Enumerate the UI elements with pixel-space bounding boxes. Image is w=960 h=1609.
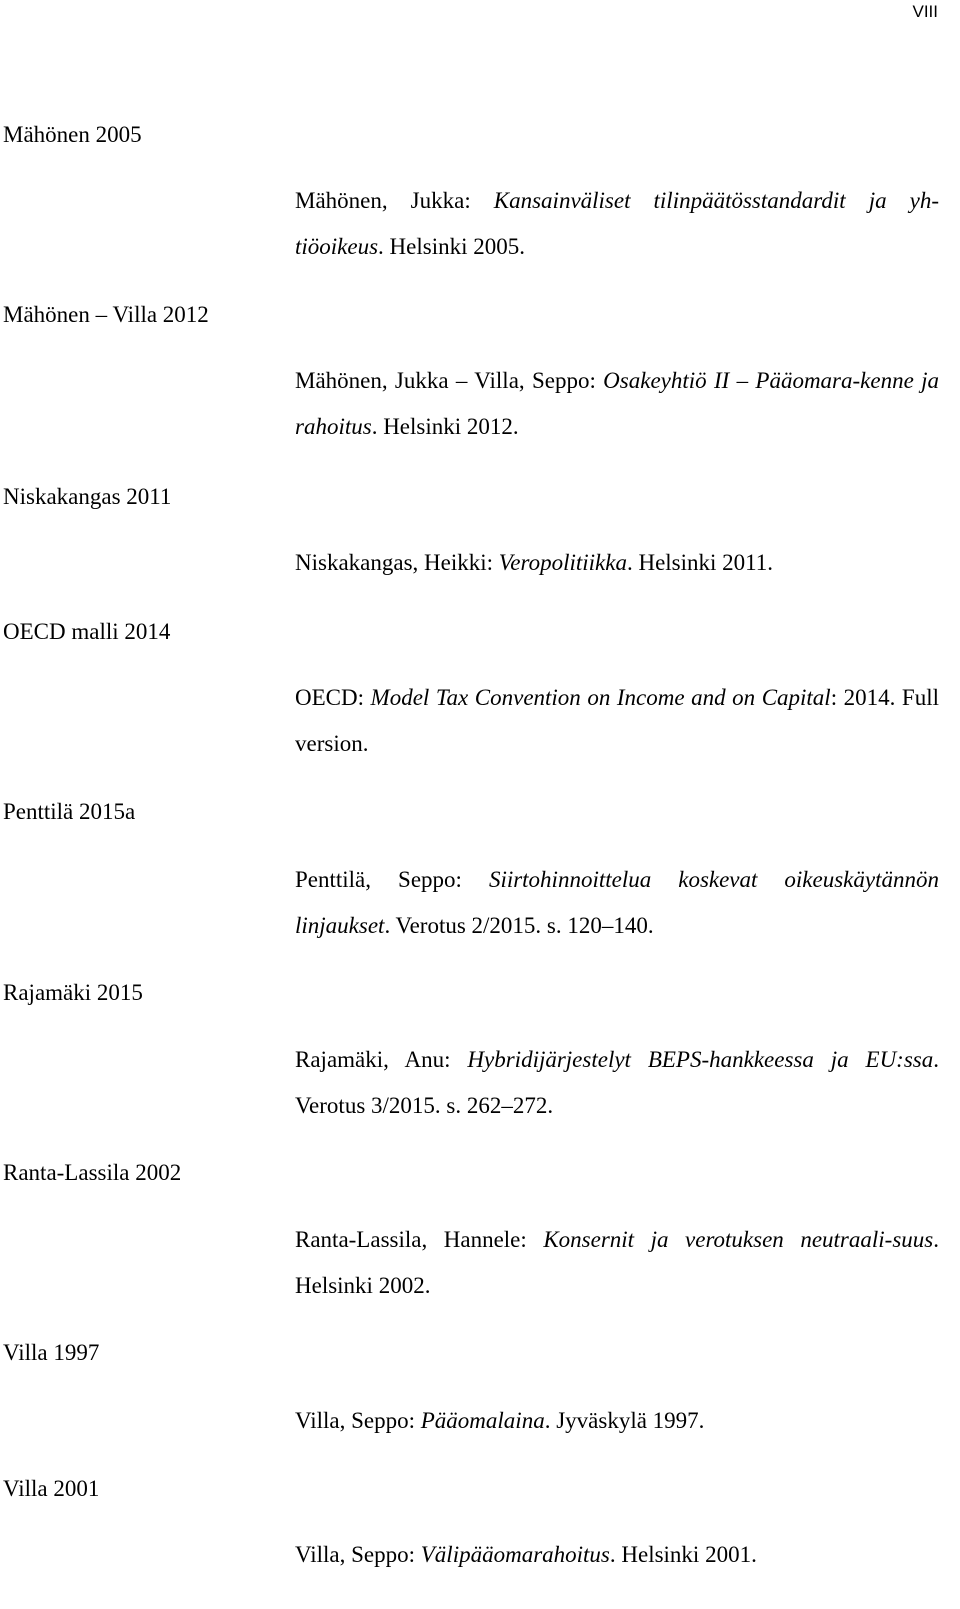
reference-author: Villa, Seppo: bbox=[295, 1408, 421, 1433]
reference-entry bbox=[295, 178, 939, 270]
reference-title: Osakeyhtiö II – Pääomara-kenne ja rahoitus bbox=[295, 368, 939, 439]
page-number: VIII bbox=[912, 2, 938, 21]
reference-title: Kansainväliset tilinpäätösstandardit ja yh-tiöoikeus bbox=[295, 188, 939, 259]
reference-title: Hybridijärjestelyt BEPS-hankkeessa ja EU:ssa bbox=[467, 1047, 934, 1072]
reference-key: Mähönen 2005 bbox=[3, 122, 142, 147]
reference-author: Mähönen, Jukka: bbox=[295, 188, 494, 213]
reference-entry bbox=[295, 358, 939, 450]
reference-author: Villa, Seppo: bbox=[295, 1542, 421, 1567]
reference-title: Veropolitiikka bbox=[498, 550, 627, 575]
reference-author: Mähönen, Jukka – Villa, Seppo: bbox=[295, 368, 604, 393]
reference-key: Villa 2001 bbox=[3, 1476, 100, 1501]
reference-entry bbox=[295, 857, 939, 949]
reference-details: . Helsinki 2002. bbox=[295, 1227, 939, 1298]
reference-entry bbox=[295, 1532, 939, 1578]
reference-entry bbox=[295, 1217, 939, 1309]
reference-key: OECD malli 2014 bbox=[3, 619, 171, 644]
reference-author: Rajamäki, Anu: bbox=[295, 1047, 468, 1072]
reference-key: Penttilä 2015a bbox=[3, 799, 136, 824]
reference-key: Rajamäki 2015 bbox=[3, 980, 143, 1005]
reference-details: . Helsinki 2011. bbox=[626, 550, 774, 575]
reference-details: . Helsinki 2001. bbox=[609, 1542, 757, 1567]
reference-details: . Helsinki 2005. bbox=[378, 234, 525, 259]
reference-details: . Verotus 2/2015. s. 120–140. bbox=[384, 913, 654, 938]
reference-title: Pääomalaina bbox=[420, 1408, 545, 1433]
reference-key: Mähönen – Villa 2012 bbox=[3, 302, 209, 327]
reference-key: Ranta-Lassila 2002 bbox=[3, 1160, 182, 1185]
reference-author: Penttilä, Seppo: bbox=[295, 867, 489, 892]
reference-title: Välipääomarahoitus bbox=[420, 1542, 610, 1567]
reference-entry bbox=[295, 675, 939, 767]
reference-key: Villa 1997 bbox=[3, 1340, 100, 1365]
reference-title: Konsernit ja verotuksen neutraali-suus bbox=[543, 1227, 934, 1252]
reference-entry bbox=[295, 1398, 939, 1444]
reference-title: Siirtohinnoittelua koskevat oikeuskäytännön linjaukset bbox=[295, 867, 939, 938]
reference-entry bbox=[295, 540, 939, 586]
reference-details: . Helsinki 2012. bbox=[371, 414, 519, 439]
reference-details: . Verotus 3/2015. s. 262–272. bbox=[295, 1047, 939, 1118]
reference-details: . Jyväskylä 1997. bbox=[544, 1408, 705, 1433]
reference-author: Niskakangas, Heikki: bbox=[295, 550, 499, 575]
reference-title: Model Tax Convention on Income and on Capital bbox=[370, 685, 831, 710]
reference-author: Ranta-Lassila, Hannele: bbox=[295, 1227, 544, 1252]
reference-key: Niskakangas 2011 bbox=[3, 484, 172, 509]
reference-entry bbox=[295, 1037, 939, 1129]
reference-author: OECD: bbox=[295, 685, 371, 710]
reference-details: : 2014. Full version. bbox=[295, 685, 939, 756]
